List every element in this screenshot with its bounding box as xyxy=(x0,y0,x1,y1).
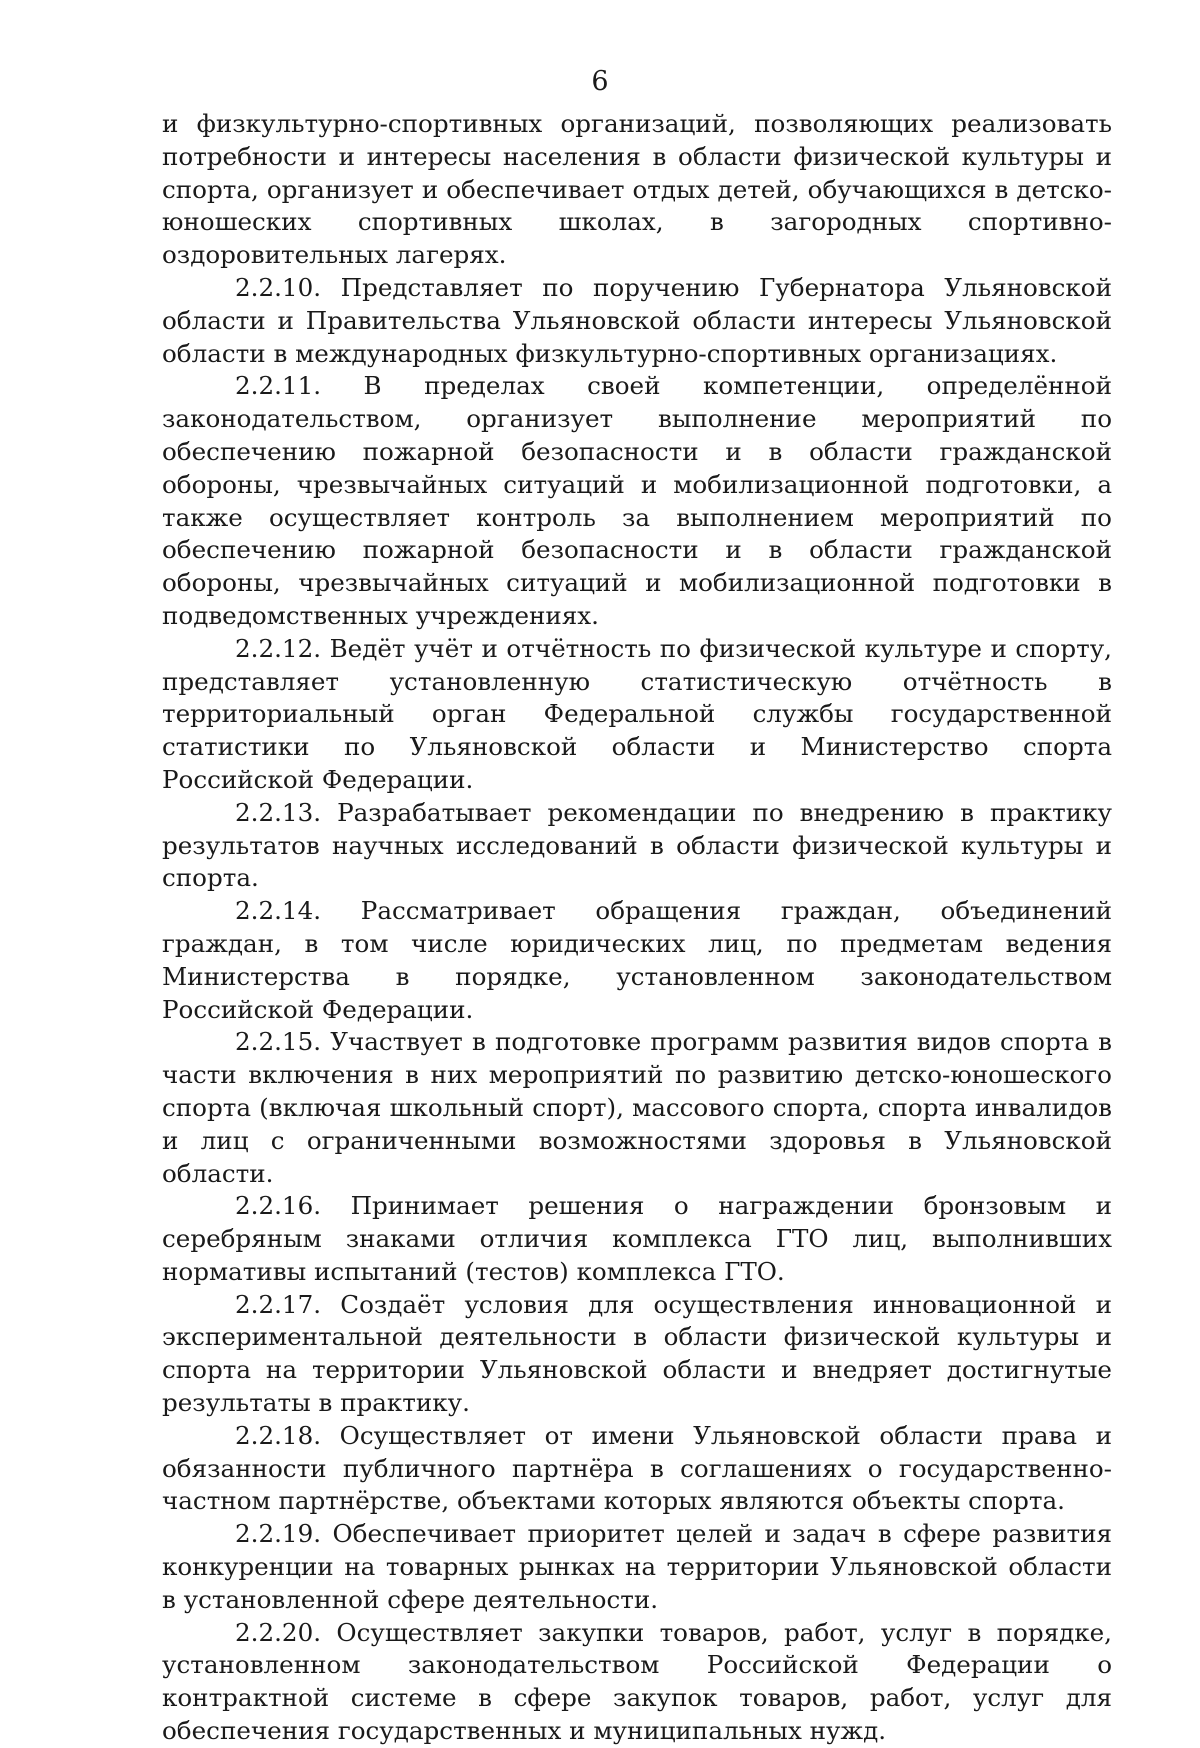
paragraph-text: Представляет по поручению Губернатора Ульяновской области и Правительства Ульяновской области интересы Ульяновской области в международных физкультурно-спортивных организациях. xyxy=(162,272,1112,368)
clause-number: 2.2.10. xyxy=(235,272,322,302)
paragraph-text: Создаёт условия для осуществления инновационной и экспериментальной деятельности в области физической культуры и спорта на территории Ульяновской области и внедряет достигнутые результаты в практику. xyxy=(162,1289,1112,1418)
paragraph-text: Рассматривает обращения граждан, объединений граждан, в том числе юридических лиц, по предметам ведения Министерства в порядке, установленном законодательством Российской Федерации. xyxy=(162,896,1112,1024)
clause-number: 2.2.19. xyxy=(235,1519,322,1549)
paragraph-text: Участвует в подготовке программ развития видов спорта в части включения в них мероприятий по развитию детско-юношеского спорта (включая школьный спорт), массового спорта, спорта инвалидов и лиц с ограниченными возможностями здоровья в Ульяновской области. xyxy=(162,1027,1113,1188)
paragraph-text: Обеспечивает приоритет целей и задач в сфере развития конкуренции на товарных рынках на территории Ульяновской области в установленной сфере деятельности. xyxy=(162,1519,1112,1614)
paragraph-text: Осуществляет от имени Ульяновской области права и обязанности публичного партнёра в соглашениях о государственно-частном партнёрстве, объектами которых являются объекты спорта. xyxy=(162,1420,1112,1516)
clause-number: 2.2.20. xyxy=(235,1617,322,1647)
paragraph-2-2-17 xyxy=(162,1289,1112,1420)
paragraph-text: Разрабатывает рекомендации по внедрению в практику результатов научных исследований в области физической культуры и спорта. xyxy=(162,797,1112,893)
paragraph-text: Принимает решения о награждении бронзовым и серебряным знаками отличия комплекса ГТО лиц, выполнивших нормативы испытаний (тестов) комплекса ГТО. xyxy=(162,1191,1112,1286)
paragraph-text: В пределах своей компетенции, определённой законодательством, организует выполнение мероприятий по обеспечению пожарной безопасности и в области гражданской обороны, чрезвычайных ситуаций и мобилизационной подготовки, а также осуществляет контроль за выполнением мероприятий по обеспечению пожарной безопасности и в области гражданской обороны, чрезвычайных ситуаций и мобилизационной подготовки в подведомственных учреждениях. xyxy=(162,371,1112,630)
page-number: 6 xyxy=(591,66,609,97)
clause-number: 2.2.15. xyxy=(235,1027,322,1057)
paragraph-2-2-14 xyxy=(162,895,1112,1026)
paragraph-text: Осуществляет закупки товаров, работ, услуг в порядке, установленном законодательством Российской Федерации о контрактной системе в сфере закупок товаров, работ, услуг для обеспечения государственных и муниципальных нужд. xyxy=(162,1617,1112,1746)
clause-number: 2.2.14. xyxy=(235,896,322,926)
clause-number: 2.2.13. xyxy=(235,797,322,827)
paragraph-2-2-19 xyxy=(162,1518,1112,1616)
clause-number: 2.2.11. xyxy=(235,371,322,401)
paragraph-2-2-11 xyxy=(162,370,1112,632)
paragraph-2-2-13 xyxy=(162,797,1112,895)
paragraph-2-2-18 xyxy=(162,1420,1112,1518)
paragraph-2-2-12 xyxy=(162,633,1112,797)
clause-number: 2.2.12. xyxy=(235,633,322,663)
paragraph-2-2-16 xyxy=(162,1190,1112,1288)
paragraph-text: и физкультурно-спортивных организаций, позволяющих реализовать потребности и интересы населения в области физической культуры и спорта, организует и обеспечивает отдых детей, обучающихся в детско-юношеских спортивных школах, в загородных спортивно-оздоровительных лагерях. xyxy=(162,109,1112,270)
paragraph-2-2-15 xyxy=(162,1026,1112,1190)
clause-number: 2.2.17. xyxy=(235,1289,322,1319)
paragraph-continuation xyxy=(162,108,1112,272)
paragraph-text: Ведёт учёт и отчётность по физической культуре и спорту, представляет установленную статистическую отчётность в территориальный орган Федеральной службы государственной статистики по Ульяновской области и Министерство спорта Российской Федерации. xyxy=(162,633,1112,794)
paragraph-2-2-20 xyxy=(162,1617,1112,1748)
clause-number: 2.2.18. xyxy=(235,1420,322,1450)
paragraph-2-2-10 xyxy=(162,272,1112,370)
document-body xyxy=(162,108,1112,1748)
clause-number: 2.2.16. xyxy=(235,1191,322,1221)
